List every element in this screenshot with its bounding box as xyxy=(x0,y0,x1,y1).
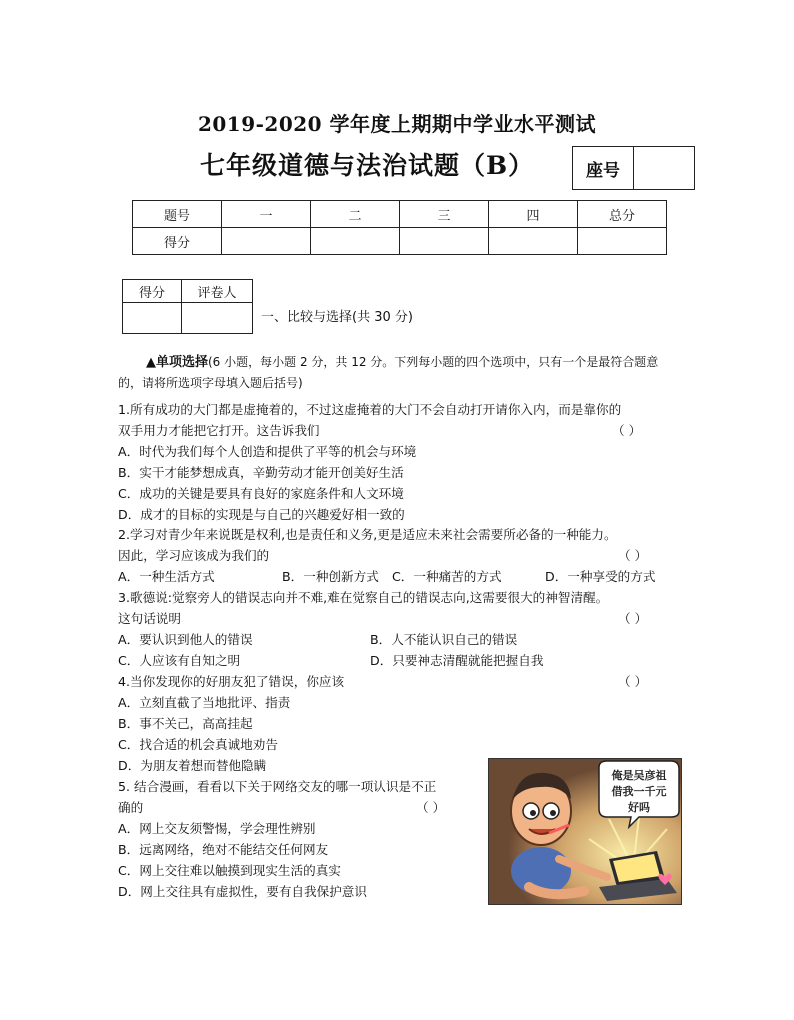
exam-title-line2: 七年级道德与法治试题（B） xyxy=(200,151,535,180)
score-header-cell: 题号 xyxy=(133,201,222,228)
grader-score-label: 得分 xyxy=(123,280,182,303)
q4-option-b: B．事不关己，高高挂起 xyxy=(118,716,253,731)
q4-answer-paren: （ ） xyxy=(618,674,648,689)
score-table xyxy=(132,200,667,255)
q1-stem-line2: 双手用力才能把它打开。这告诉我们 xyxy=(118,423,320,438)
q4-option-d: D．为朋友着想而替他隐瞒 xyxy=(118,758,267,773)
q4-option-c: C．找合适的机会真诚地劝告 xyxy=(118,737,278,752)
instructions xyxy=(118,352,678,394)
q3-option-d: D．只要神志清醒就能把握自我 xyxy=(370,653,544,668)
speech-bubble xyxy=(599,761,679,827)
q4-option-a: A．立刻直截了当地批评、指责 xyxy=(118,695,291,710)
q2-stem-line1: 2.学习对青少年来说既是权利,也是责任和义务,更是适应未来社会需要所必备的一种能力。 xyxy=(118,527,617,542)
grader-name-cell xyxy=(182,303,253,334)
instructions-text: (6 小题，每小题 2 分，共 12 分。下列每小题的四个选项中，只有一个是最符合题意的，请将所选项字母填入题后括号) xyxy=(118,355,659,390)
q5-option-c: C．网上交往难以触摸到现实生活的真实 xyxy=(118,863,341,878)
q2-option-b: B．一种创新方式 xyxy=(282,569,379,584)
bubble-line1: 俺是吴彦祖 xyxy=(611,769,667,782)
score-cell xyxy=(222,228,311,255)
q3-option-a: A．要认识到他人的错误 xyxy=(118,632,253,647)
score-header-cell: 二 xyxy=(311,201,400,228)
q3-stem-line1: 3.歌德说:觉察旁人的错误志向并不难,难在觉察自己的错误志向,这需要很大的神智清醒。 xyxy=(118,590,609,605)
comic-illustration xyxy=(488,758,682,905)
grader-score-cell xyxy=(123,303,182,334)
q3-answer-paren: （ ） xyxy=(618,611,648,626)
q3-option-c: C．人应该有自知之明 xyxy=(118,653,241,668)
q5-option-b: B．远离网络，绝对不能结交任何网友 xyxy=(118,842,329,857)
q5-stem-line1: 5. 结合漫画，看看以下关于网络交友的哪一项认识是不正 xyxy=(118,779,437,794)
q2-option-d: D．一种享受的方式 xyxy=(545,569,656,584)
score-row-label: 得分 xyxy=(133,228,222,255)
score-header-cell: 总分 xyxy=(578,201,667,228)
instructions-marker: ▲单项选择 xyxy=(146,355,208,370)
q1-answer-paren: （ ） xyxy=(612,423,642,438)
seat-value-cell xyxy=(634,147,695,190)
q5-option-d: D．网上交往具有虚拟性，要有自我保护意识 xyxy=(118,884,367,899)
grader-name-label: 评卷人 xyxy=(182,280,253,303)
section-title: 一、比较与选择(共 30 分) xyxy=(261,310,413,325)
q5-option-a: A．网上交友须警惕，学会理性辨别 xyxy=(118,821,316,836)
exam-title-line1: 2019-2020 学年度上期期中学业水平测试 xyxy=(197,112,597,136)
q2-option-c: C．一种痛苦的方式 xyxy=(392,569,502,584)
q5-answer-paren: （ ） xyxy=(416,800,446,815)
q5-stem-line2: 确的 xyxy=(118,800,144,815)
score-header-cell: 一 xyxy=(222,201,311,228)
q4-stem-line1: 4.当你发现你的好朋友犯了错误，你应该 xyxy=(118,674,345,689)
q1-option-c: C．成功的关键是要具有良好的家庭条件和人文环境 xyxy=(118,486,404,501)
score-table-header-row xyxy=(133,201,667,228)
q3-stem-line2: 这句话说明 xyxy=(118,611,181,626)
seat-number-box xyxy=(572,146,695,190)
q2-option-a: A．一种生活方式 xyxy=(118,569,215,584)
q1-option-b: B．实干才能梦想成真，辛勤劳动才能开创美好生活 xyxy=(118,465,404,480)
bubble-line2: 借我一千元 xyxy=(611,785,667,798)
q2-stem-line2: 因此，学习应该成为我们的 xyxy=(118,548,270,563)
q2-answer-paren: （ ） xyxy=(618,548,648,563)
q3-option-b: B．人不能认识自己的错误 xyxy=(370,632,518,647)
grader-box xyxy=(122,279,253,334)
score-cell xyxy=(311,228,400,255)
q1-option-d: D．成才的目标的实现是与自己的兴趣爱好相一致的 xyxy=(118,507,405,522)
q1-stem-line1: 1.所有成功的大门都是虚掩着的，不过这虚掩着的大门不会自动打开请你入内，而是靠你的 xyxy=(118,402,622,417)
score-header-cell: 三 xyxy=(400,201,489,228)
score-table-score-row xyxy=(133,228,667,255)
bubble-line3: 好吗 xyxy=(628,801,650,814)
score-cell xyxy=(578,228,667,255)
q1-option-a: A．时代为我们每个人创造和提供了平等的机会与环境 xyxy=(118,444,417,459)
score-cell xyxy=(489,228,578,255)
seat-label: 座号 xyxy=(573,147,634,190)
comic-svg xyxy=(489,759,681,904)
score-header-cell: 四 xyxy=(489,201,578,228)
score-cell xyxy=(400,228,489,255)
